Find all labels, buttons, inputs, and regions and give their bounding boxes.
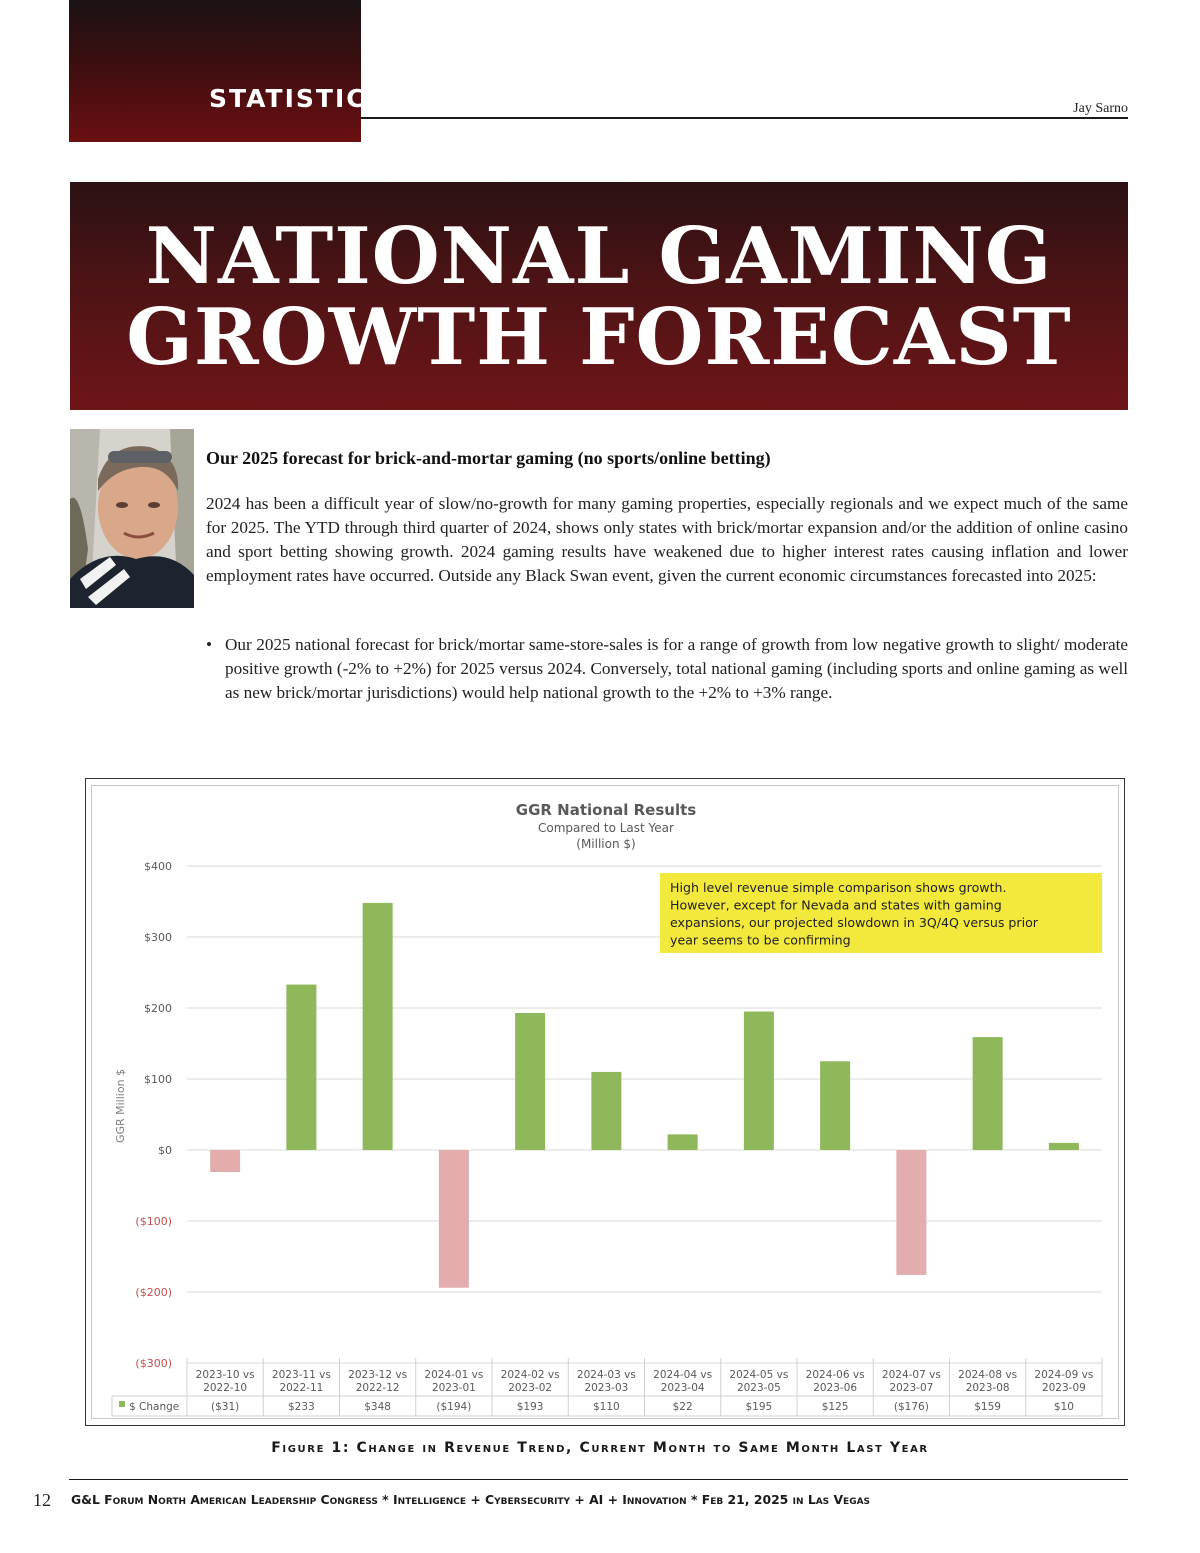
category-label: 2024-03 vs xyxy=(576,1369,636,1381)
legend-swatch xyxy=(119,1401,125,1407)
category-label: 2023-09 xyxy=(1041,1382,1086,1394)
title-line-2: GROWTH FORECAST xyxy=(126,292,1072,383)
value-label: $159 xyxy=(974,1401,1001,1413)
author-photo-image xyxy=(70,429,194,608)
category-label: 2023-07 xyxy=(889,1382,934,1394)
section-label: STATISTICS xyxy=(209,84,388,113)
footer-text: G&L Forum North American Leadership Congress * Intelligence + Cybersecurity + AI + Innovation * Feb 21, 2025 in Las Vegas xyxy=(71,1492,871,1507)
bar-12 xyxy=(1049,1143,1079,1150)
category-label: 2023-10 vs xyxy=(195,1369,255,1381)
y-tick-labels xyxy=(135,860,172,1370)
header-rule xyxy=(361,117,1128,119)
category-label: 2022-12 xyxy=(355,1382,400,1394)
section-tab xyxy=(69,0,388,142)
category-label: 2023-12 vs xyxy=(348,1369,408,1381)
y-tick-label: ($300) xyxy=(135,1357,172,1370)
annotation-line: expansions, our projected slowdown in 3Q/4Q versus prior xyxy=(670,915,1038,930)
category-label: 2024-04 vs xyxy=(653,1369,713,1381)
bullet-dot: • xyxy=(206,635,213,654)
author-name: Jay Sarno xyxy=(1073,101,1128,116)
category-label: 2023-05 xyxy=(736,1382,781,1394)
footer-rule xyxy=(69,1479,1128,1480)
category-label: 2024-01 vs xyxy=(424,1369,484,1381)
chart-frame xyxy=(85,778,1125,1426)
article-title xyxy=(70,211,1128,383)
bar-8 xyxy=(744,1012,774,1150)
category-label: 2024-05 vs xyxy=(729,1369,789,1381)
annotation-line: High level revenue simple comparison shows growth. xyxy=(670,880,1007,895)
category-label: 2024-07 vs xyxy=(881,1369,941,1381)
category-label: 2024-06 vs xyxy=(805,1369,865,1381)
category-label: 2022-11 xyxy=(279,1382,324,1394)
annotation-line: However, except for Nevada and states with gaming xyxy=(670,897,1002,913)
value-label: $348 xyxy=(364,1401,391,1413)
y-tick-label: $0 xyxy=(158,1144,172,1157)
category-label: 2023-01 xyxy=(431,1382,476,1394)
bar-2 xyxy=(286,985,316,1150)
lead-heading: Our 2025 forecast for brick-and-mortar gaming (no sports/online betting) xyxy=(206,448,771,468)
chart-area xyxy=(91,785,1119,1419)
value-label: $125 xyxy=(821,1401,849,1413)
category-label: 2023-11 vs xyxy=(271,1369,331,1381)
title-banner xyxy=(70,182,1128,410)
bar-7 xyxy=(668,1134,698,1150)
data-table xyxy=(112,1358,1102,1416)
figure-caption xyxy=(0,1440,1200,1456)
bar-5 xyxy=(515,1013,545,1150)
category-label: 2023-02 xyxy=(508,1382,553,1394)
value-label: $110 xyxy=(593,1401,620,1413)
category-label: 2023-08 xyxy=(965,1382,1010,1394)
y-tick-label: $100 xyxy=(144,1073,172,1086)
bar-4 xyxy=(439,1150,469,1288)
forecast-bullet xyxy=(206,633,1128,705)
bar-10 xyxy=(896,1150,926,1275)
category-label: 2024-08 vs xyxy=(958,1369,1018,1381)
chart-bars xyxy=(210,903,1079,1288)
y-tick-label: $200 xyxy=(144,1002,172,1015)
title-line-1: NATIONAL GAMING xyxy=(145,211,1053,302)
category-label: 2023-06 xyxy=(813,1382,858,1394)
category-label: 2022-10 xyxy=(203,1382,248,1394)
category-label: 2024-09 vs xyxy=(1034,1369,1094,1381)
chart-subtitle-2: (Million $) xyxy=(576,837,636,851)
value-label: ($194) xyxy=(436,1401,472,1413)
y-tick-label: ($200) xyxy=(135,1286,172,1299)
page-number: 12 xyxy=(33,1490,51,1510)
category-label: 2023-04 xyxy=(660,1382,705,1394)
bar-6 xyxy=(591,1072,621,1150)
ggr-chart xyxy=(92,786,1120,1420)
figure-caption-text: Figure 1: Change in Revenue Trend, Current Month to Same Month Last Year xyxy=(271,1440,929,1456)
y-tick-label: $300 xyxy=(144,931,172,944)
y-axis-label: GGR Million $ xyxy=(114,1068,127,1144)
legend-label: $ Change xyxy=(129,1401,180,1413)
chart-subtitle: Compared to Last Year xyxy=(538,821,674,835)
bar-3 xyxy=(363,903,393,1150)
value-label: $22 xyxy=(672,1401,693,1413)
value-label: ($176) xyxy=(893,1401,929,1413)
category-label: 2023-03 xyxy=(584,1382,629,1394)
bar-11 xyxy=(973,1037,1003,1150)
value-label: $233 xyxy=(288,1401,315,1413)
value-label: ($31) xyxy=(211,1401,240,1413)
y-tick-label: ($100) xyxy=(135,1215,172,1228)
bar-9 xyxy=(820,1061,850,1150)
annotation-box xyxy=(660,873,1102,953)
annotation-line: year seems to be confirming xyxy=(670,932,851,948)
bar-1 xyxy=(210,1150,240,1172)
bullet-text: Our 2025 national forecast for brick/mortar same-store-sales is for a range of growth from low negative growth to slight/ moderate positive growth (-2% to +2%) for 2025 versus 2024. Conversely, total national gaming (including sports and online gaming as well as new brick/mortar jurisdictions) would help national growth to the +2% to +3% range. xyxy=(225,635,1128,702)
value-label: $195 xyxy=(745,1401,773,1413)
footer-event-line xyxy=(71,1492,870,1507)
author-photo xyxy=(70,429,194,608)
value-label: $193 xyxy=(516,1401,544,1413)
chart-title: GGR National Results xyxy=(515,801,697,819)
value-label: $10 xyxy=(1053,1401,1074,1413)
category-label: 2024-02 vs xyxy=(500,1369,560,1381)
intro-paragraph: 2024 has been a difficult year of slow/no-growth for many gaming properties, especially regionals and we expect much of the same for 2025. The YTD through third quarter of 2024, shows only states with brick/mortar expansion and/or the addition of online casino and sport betting showing growth. 2024 gaming results have weakened due to higher interest rates causing inflation and lower employment rates have occurred. Outside any Black Swan event, given the current economic circumstances forecasted into 2025: xyxy=(206,494,1128,585)
y-tick-label: $400 xyxy=(144,860,172,873)
